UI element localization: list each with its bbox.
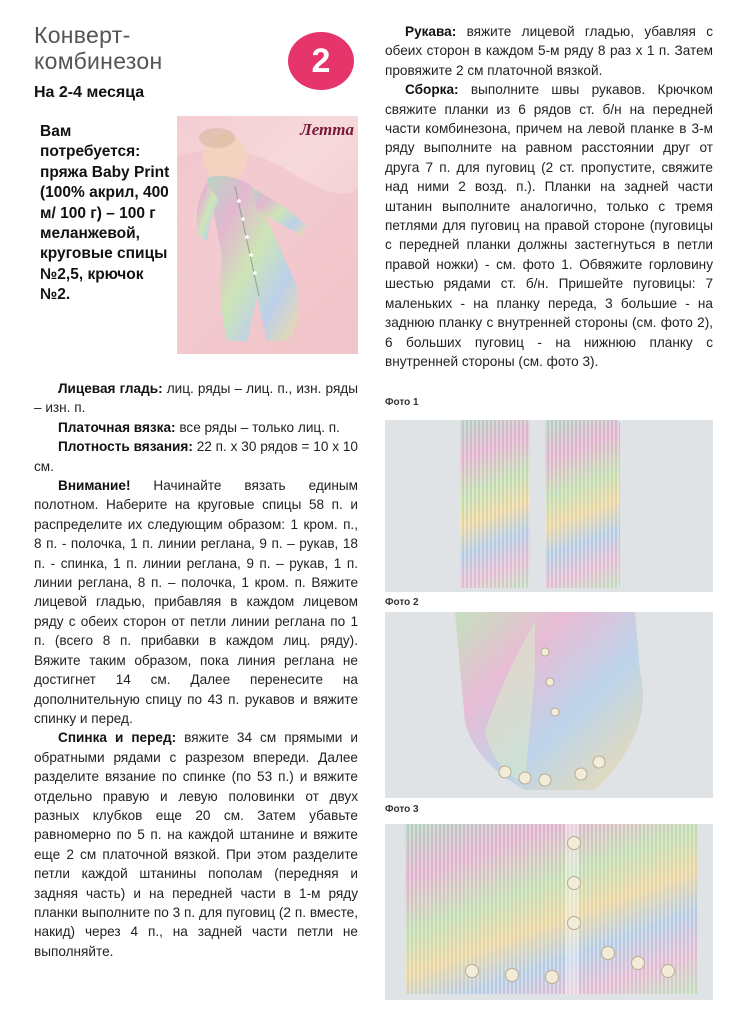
- photo-1-label: Фото 1: [385, 397, 419, 408]
- paragraph-gauge: Плотность вязания: 22 п. х 30 рядов = 10 х 10 см.: [34, 439, 358, 474]
- button-icon: [601, 946, 615, 960]
- button-icon: [505, 968, 519, 982]
- photo-2: [385, 612, 713, 798]
- materials-text: Вам потребуется: пряжа Baby Print (100% акрил, 400 м/ 100 г) – 100 г меланжевой, круговые спицы №2,5, крючок №2.: [40, 123, 170, 304]
- button-icon: [661, 964, 675, 978]
- title-line-2: комбинезон: [34, 48, 163, 74]
- photo-2-label: Фото 2: [385, 597, 419, 608]
- button-icon: [631, 956, 645, 970]
- paragraph-attention: Внимание! Начинайте вязать единым полотном. Наберите на круговые спицы 58 п. и распределите их следующим образом: 1 кром. п., 8 п. - полочка, 1 п. линии реглана, 9 п. – рукав, 18 п. - спинка, 1 п. линии реглана, 9 п. – рукав, 1 п. линии реглана, 8 п. – полочка, 1 кром. п. Вяжите лицевой гладью, прибавляя в каждом лицевом ряду с обеих сторон от петли линии реглана по 1 п. (всего 8 п. прибавки в каждом лиц. ряду). Вяжите таким образом, пока линия реглана не достигнет 14 см. Далее перенесите на дополнительную спицу по 43 п. рукавов и вяжите спинку и перед.: [34, 478, 358, 726]
- paragraph-assembly: Сборка: выполните швы рукавов. Крючком свяжите планки из 6 рядов ст. б/н на передней части комбинезона, причем на левой планке в 3-м ряду выполните на равном расстоянии друг от друга 7 п. для пуговиц (2 ст. пропустите, свяжите над ними 2 возд. п.). Планки на задней части штанин выполните аналогично, только с тремя петлями для пуговиц на правой стороне (пуговицы с передней планки должны застегнуться в петли правой ножки) - см. фото 1. Обвяжите горловину шестью рядами ст. б/н. Пришейте пуговицы: 7 маленьких - на планку переда, 3 большие - на заднюю планку с внутренней стороны (см. фото 2), 6 больших пуговиц - на нижнюю планку с внутренней стороны (см. фото 3).: [385, 82, 713, 369]
- photo-3-knit: [405, 824, 697, 994]
- left-column-text: [34, 379, 358, 961]
- paragraph-garter: Платочная вязка: все ряды – только лиц. п.: [58, 419, 340, 435]
- brand-logo: Летта: [300, 120, 354, 139]
- button-icon: [567, 836, 581, 850]
- paragraph-sleeves: Рукава: вяжите лицевой гладью, убавляя с обеих сторон в каждом 5-м ряду 8 раз х 1 п. Затем провяжите 2 см платочной вязкой.: [385, 24, 713, 78]
- photo-2-illustration: [385, 612, 713, 798]
- paragraph-back-front: Спинка и перед: вяжите 34 см прямыми и обратными рядами с разрезом впереди. Далее разделите вязание по спинке (по 53 п.) и вяжите отдельно правую и левую половинки от двух разных клубков еще 20 см. Затем убавьте равномерно по 5 п. на каждой штанине и вяжите еще 2 см платочной вязкой. При этом разделите петли каждой штанины пополам (передняя и задняя часть) и на передней части в 1-м ряду планки выполните по 3 п. для пуговиц (2 п. вместе, накид) через 4 п., на задней части петли не выполняйте.: [34, 730, 358, 959]
- age-range: На 2-4 месяца: [34, 84, 145, 101]
- article-title: [34, 22, 162, 74]
- right-column-text: [385, 22, 713, 371]
- button-icon: [465, 964, 479, 978]
- photo-1-right-leg: [545, 420, 620, 588]
- button-icon: [545, 970, 559, 984]
- title-line-1: Конверт-: [34, 22, 131, 48]
- baby-photo: [177, 116, 358, 354]
- photo-1: [385, 420, 713, 592]
- paragraph-stockinette: Лицевая гладь: лиц. ряды – лиц. п., изн. ряды – изн. п.: [34, 381, 359, 416]
- photo-3: [385, 824, 713, 1000]
- button-icon: [567, 916, 581, 930]
- photo-3-label: Фото 3: [385, 804, 419, 815]
- baby-in-jumpsuit-illustration: [177, 116, 358, 354]
- pattern-number-badge: 2: [288, 32, 354, 90]
- button-icon: [567, 876, 581, 890]
- photo-1-left-leg: [460, 420, 530, 588]
